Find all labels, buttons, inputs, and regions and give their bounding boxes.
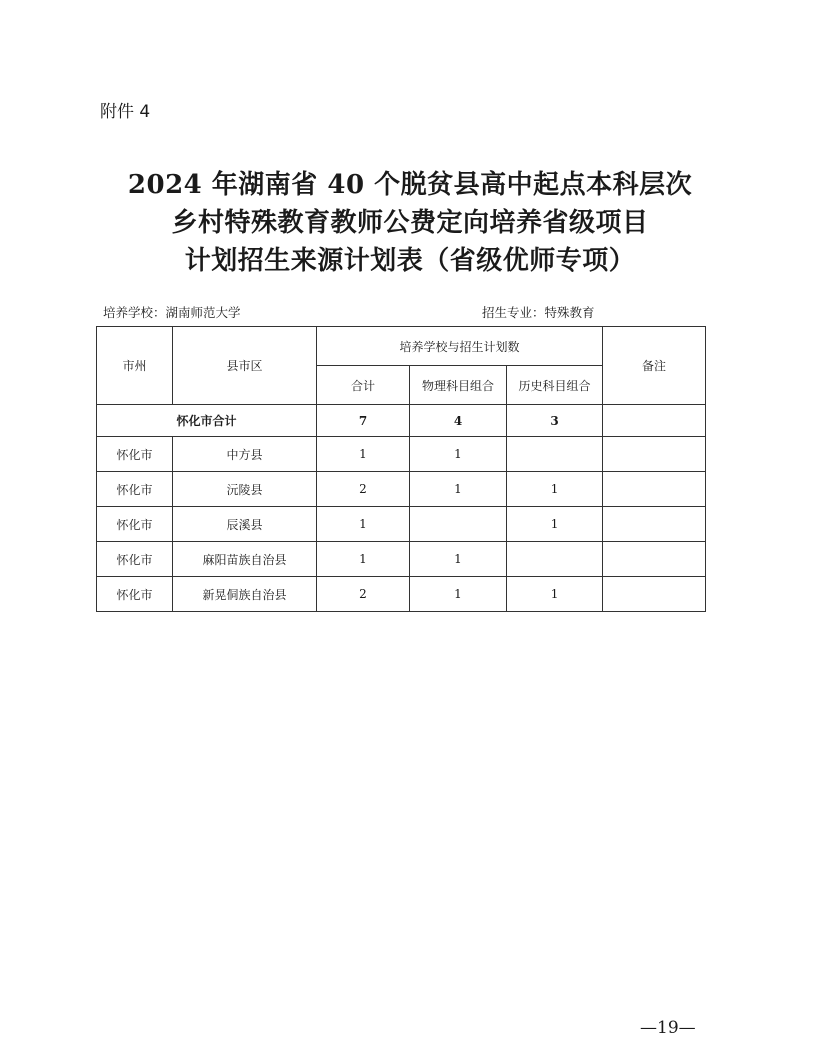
row-remark (603, 437, 706, 472)
row-physics: 1 (410, 542, 507, 577)
row-physics (410, 507, 507, 542)
row-county: 麻阳苗族自治县 (173, 542, 317, 577)
header-county: 县市区 (173, 327, 317, 405)
row-history (507, 437, 603, 472)
attachment-label: 附件 4 (100, 102, 151, 122)
table-row (97, 542, 706, 577)
document-title-line-3: 计划招生来源计划表（省级优师专项） (184, 246, 636, 276)
summary-remark (603, 405, 706, 437)
page-number: —19— (640, 1018, 696, 1038)
row-total: 1 (317, 437, 410, 472)
table-row (97, 472, 706, 507)
row-history: 1 (507, 577, 603, 612)
row-city: 怀化市 (97, 472, 173, 507)
row-total: 2 (317, 472, 410, 507)
header-city: 市州 (97, 327, 173, 405)
table-row (97, 577, 706, 612)
training-school: 培养学校：湖南师范大学 (103, 305, 241, 320)
document-title-line-2: 乡村特殊教育教师公费定向培养省级项目 (171, 208, 649, 238)
row-remark (603, 577, 706, 612)
header-history: 历史科目组合 (507, 366, 603, 405)
table-row (97, 437, 706, 472)
header-total: 合计 (317, 366, 410, 405)
enrollment-plan-table (96, 326, 706, 612)
header-plan-group: 培养学校与招生计划数 (317, 327, 603, 366)
header-physics: 物理科目组合 (410, 366, 507, 405)
row-remark (603, 542, 706, 577)
summary-history: 3 (507, 405, 603, 437)
row-total: 1 (317, 542, 410, 577)
summary-row (97, 405, 706, 437)
table-row (97, 507, 706, 542)
row-total: 1 (317, 507, 410, 542)
document-title-line-1: 2024 年湖南省 40 个脱贫县高中起点本科层次 (127, 170, 693, 200)
summary-label: 怀化市合计 (97, 405, 317, 437)
row-physics: 1 (410, 472, 507, 507)
row-remark (603, 507, 706, 542)
row-city: 怀化市 (97, 542, 173, 577)
row-physics: 1 (410, 437, 507, 472)
row-total: 2 (317, 577, 410, 612)
row-history: 1 (507, 507, 603, 542)
summary-physics: 4 (410, 405, 507, 437)
row-history: 1 (507, 472, 603, 507)
summary-total: 7 (317, 405, 410, 437)
row-city: 怀化市 (97, 437, 173, 472)
row-city: 怀化市 (97, 507, 173, 542)
row-county: 新晃侗族自治县 (173, 577, 317, 612)
row-remark (603, 472, 706, 507)
enrollment-major: 招生专业：特殊教育 (482, 305, 595, 320)
row-county: 沅陵县 (173, 472, 317, 507)
row-county: 辰溪县 (173, 507, 317, 542)
row-physics: 1 (410, 577, 507, 612)
row-history (507, 542, 603, 577)
header-remark: 备注 (603, 327, 706, 405)
row-county: 中方县 (173, 437, 317, 472)
row-city: 怀化市 (97, 577, 173, 612)
